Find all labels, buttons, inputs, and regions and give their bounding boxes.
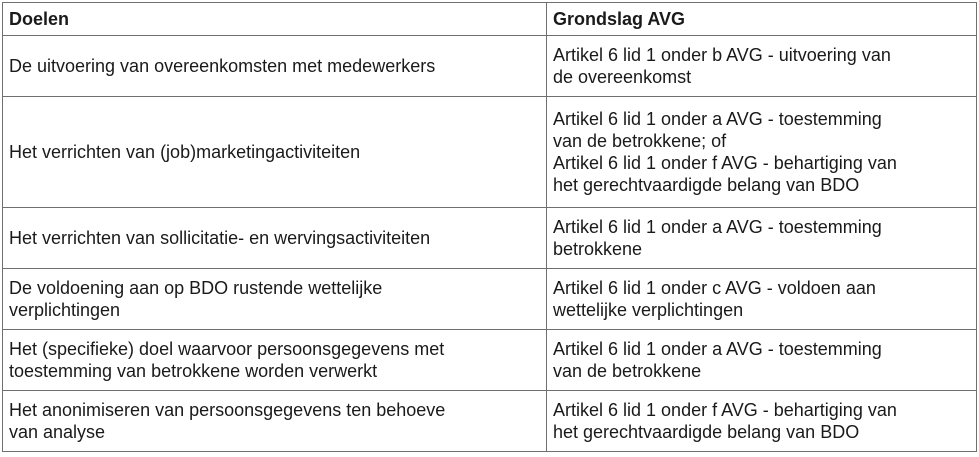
- table-row: [3, 269, 977, 330]
- table-row: [3, 330, 977, 391]
- header-doelen: Doelen: [3, 3, 547, 36]
- table-row: [3, 97, 977, 208]
- doel-cell: Het verrichten van (job)marketingactiviteiten: [3, 97, 547, 208]
- grondslag-cell: Artikel 6 lid 1 onder a AVG - toestemming van de betrokkene: [547, 330, 977, 391]
- grondslag-cell: Artikel 6 lid 1 onder b AVG - uitvoering van de overeenkomst: [547, 36, 977, 97]
- table-row: [3, 36, 977, 97]
- table-row: [3, 391, 977, 452]
- doel-cell: Het verrichten van sollicitatie- en wervingsactiviteiten: [3, 208, 547, 269]
- table-row: [3, 208, 977, 269]
- grondslag-cell: Artikel 6 lid 1 onder f AVG - behartiging van het gerechtvaardigde belang van BDO: [547, 391, 977, 452]
- doel-cell: De uitvoering van overeenkomsten met medewerkers: [3, 36, 547, 97]
- grondslag-cell: Artikel 6 lid 1 onder a AVG - toestemming van de betrokkene; of Artikel 6 lid 1 onder f AVG - behartiging van het gerechtvaardigde belang van BDO: [547, 97, 977, 208]
- header-grondslag: Grondslag AVG: [547, 3, 977, 36]
- table-header-row: [3, 3, 977, 36]
- grondslag-cell: Artikel 6 lid 1 onder a AVG - toestemming betrokkene: [547, 208, 977, 269]
- doel-cell: Het (specifieke) doel waarvoor persoonsgegevens met toestemming van betrokkene worden verwerkt: [3, 330, 547, 391]
- doel-cell: De voldoening aan op BDO rustende wettelijke verplichtingen: [3, 269, 547, 330]
- doel-cell: Het anonimiseren van persoonsgegevens ten behoeve van analyse: [3, 391, 547, 452]
- avg-grounds-table: [2, 2, 977, 452]
- grondslag-cell: Artikel 6 lid 1 onder c AVG - voldoen aan wettelijke verplichtingen: [547, 269, 977, 330]
